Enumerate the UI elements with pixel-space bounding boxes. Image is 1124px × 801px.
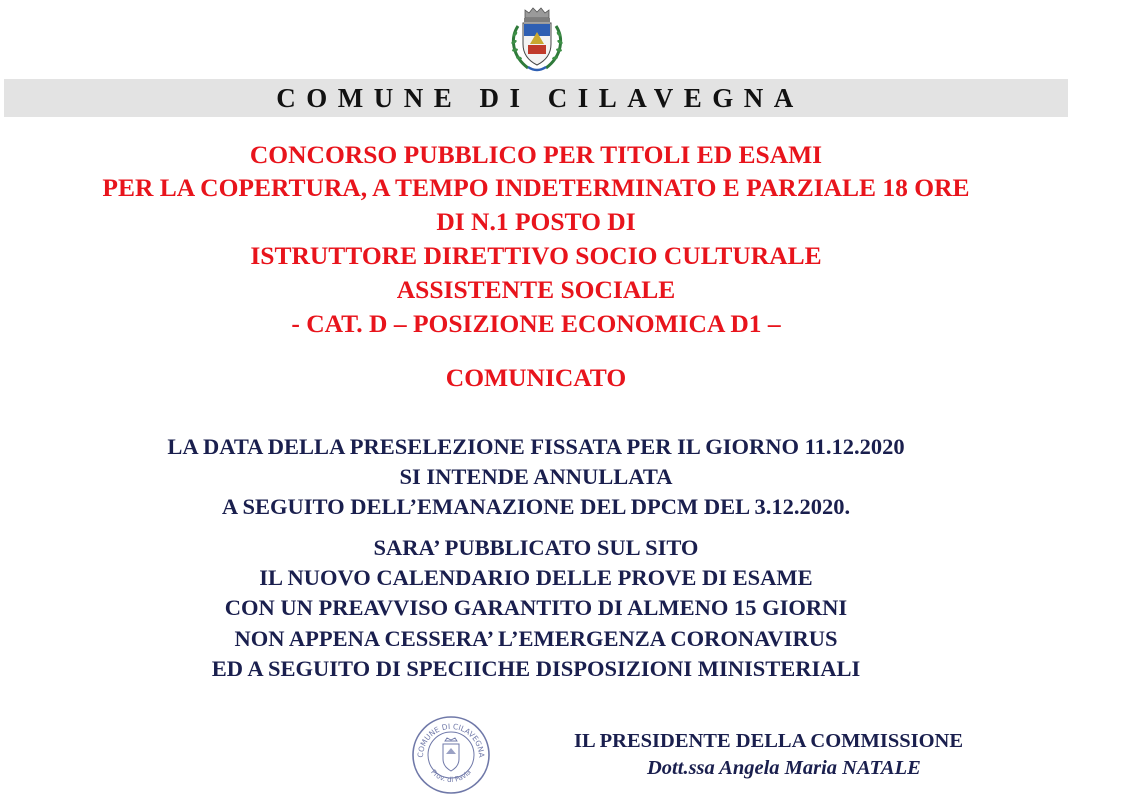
signatory-name: Dott.ssa Angela Maria NATALE	[647, 757, 921, 779]
paragraph-2-line-2: IL NUOVO CALENDARIO DELLE PROVE DI ESAME	[259, 565, 813, 590]
svg-text:COMUNE DI CILAVEGNA: COMUNE DI CILAVEGNA	[415, 721, 487, 758]
signatory-role: IL PRESIDENTE DELLA COMMISSIONE	[574, 730, 964, 752]
coat-of-arms-icon	[508, 4, 566, 76]
official-seal-icon	[410, 714, 492, 796]
paragraph-2-line-3: CON UN PREAVVISO GARANTITO DI ALMENO 15 GIORNI	[224, 595, 848, 620]
paragraph-1-line-2: SI INTENDE ANNULLATA	[399, 464, 673, 489]
notice-heading: COMUNICATO	[445, 363, 627, 392]
title-line-4: ISTRUTTORE DIRETTIVO SOCIO CULTURALE	[250, 241, 822, 270]
paragraph-2-line-4: NON APPENA CESSERA’ L’EMERGENZA CORONAVIRUS	[234, 626, 838, 651]
paragraph-1-line-1: LA DATA DELLA PRESELEZIONE FISSATA PER IL GIORNO 11.12.2020	[167, 434, 905, 459]
title-line-5: ASSISTENTE SOCIALE	[396, 275, 676, 304]
title-line-2: PER LA COPERTURA, A TEMPO INDETERMINATO E PARZIALE 18 ORE	[102, 173, 970, 202]
svg-text:Prov. di Pavia: Prov. di Pavia	[429, 768, 473, 785]
paragraph-2-line-1: SARA’ PUBBLICATO SUL SITO	[373, 535, 699, 560]
paragraph-2-line-5: ED A SEGUITO DI SPECIICHE DISPOSIZIONI MINISTERIALI	[211, 656, 861, 681]
title-line-1: CONCORSO PUBBLICO PER TITOLI ED ESAMI	[249, 140, 823, 169]
title-line-6: - CAT. D – POSIZIONE ECONOMICA D1 –	[291, 309, 781, 338]
municipality-name: COMUNE DI CILAVEGNA	[276, 83, 804, 113]
title-line-3: DI N.1 POSTO DI	[436, 207, 636, 236]
paragraph-1-line-3: A SEGUITO DELL’EMANAZIONE DEL DPCM DEL 3.12.2020.	[221, 494, 851, 519]
